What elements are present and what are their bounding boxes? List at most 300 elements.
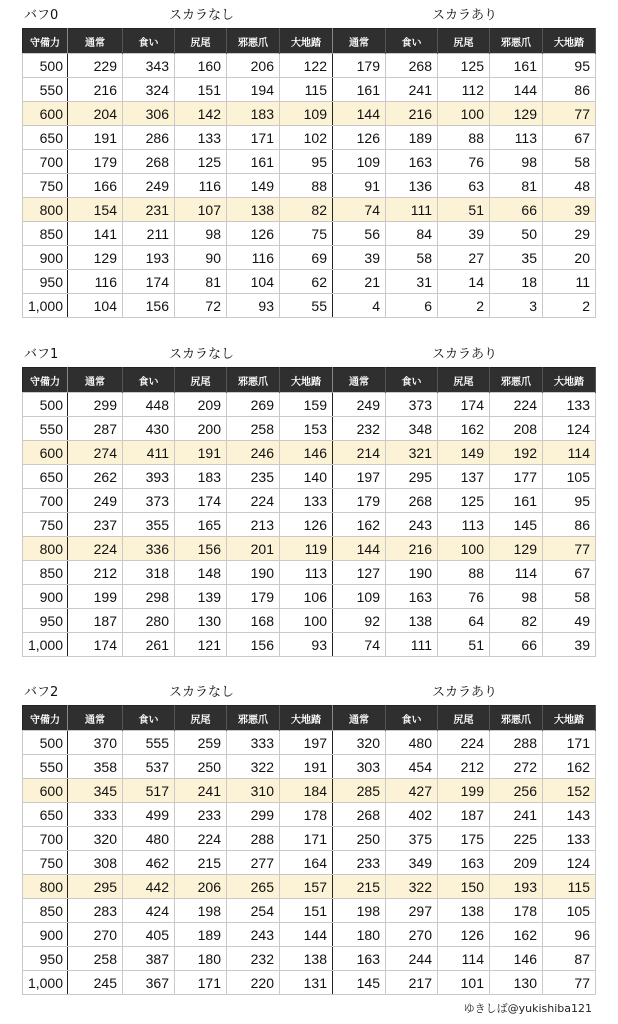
- damage-cell: 113: [438, 513, 490, 537]
- damage-cell: 246: [227, 441, 280, 465]
- table-header-row: [23, 706, 596, 731]
- damage-cell: 345: [68, 779, 123, 803]
- damage-cell: 165: [175, 513, 227, 537]
- table-row: [23, 417, 596, 441]
- defense-cell: 850: [23, 899, 68, 923]
- damage-cell: 215: [333, 875, 386, 899]
- table-row: [23, 150, 596, 174]
- damage-cell: 216: [68, 78, 123, 102]
- with-scala-label: スカラあり: [432, 347, 498, 362]
- damage-cell: 270: [68, 923, 123, 947]
- damage-cell: 143: [543, 803, 596, 827]
- damage-cell: 191: [280, 755, 333, 779]
- damage-cell: 84: [386, 222, 438, 246]
- damage-cell: 82: [280, 198, 333, 222]
- damage-cell: 125: [175, 150, 227, 174]
- damage-cell: 51: [438, 633, 490, 657]
- header-column: 通常: [333, 368, 386, 393]
- damage-cell: 72: [175, 294, 227, 318]
- damage-table: [22, 367, 596, 657]
- damage-cell: 297: [386, 899, 438, 923]
- header-column: 大地踏: [543, 706, 596, 731]
- defense-cell: 750: [23, 174, 68, 198]
- damage-cell: 81: [490, 174, 543, 198]
- table-row: [23, 731, 596, 755]
- damage-cell: 232: [227, 947, 280, 971]
- damage-cell: 163: [386, 150, 438, 174]
- damage-cell: 200: [175, 417, 227, 441]
- damage-cell: 162: [333, 513, 386, 537]
- damage-cell: 160: [175, 54, 227, 78]
- damage-cell: 272: [490, 755, 543, 779]
- damage-cell: 225: [490, 827, 543, 851]
- damage-cell: 29: [543, 222, 596, 246]
- damage-cell: 153: [280, 417, 333, 441]
- damage-cell: 213: [227, 513, 280, 537]
- damage-cell: 175: [438, 827, 490, 851]
- damage-cell: 180: [175, 947, 227, 971]
- damage-cell: 125: [438, 489, 490, 513]
- header-column: 尻尾: [438, 706, 490, 731]
- damage-cell: 161: [490, 54, 543, 78]
- damage-cell: 126: [438, 923, 490, 947]
- damage-cell: 283: [68, 899, 123, 923]
- damage-cell: 411: [123, 441, 175, 465]
- damage-cell: 241: [175, 779, 227, 803]
- header-column: 邪悪爪: [490, 29, 543, 54]
- damage-cell: 220: [227, 971, 280, 995]
- table-row: [23, 899, 596, 923]
- damage-cell: 127: [333, 561, 386, 585]
- damage-cell: 349: [386, 851, 438, 875]
- table-row: [23, 561, 596, 585]
- damage-cell: 229: [68, 54, 123, 78]
- damage-cell: 122: [280, 54, 333, 78]
- header-column: 食い: [123, 368, 175, 393]
- damage-cell: 87: [543, 947, 596, 971]
- damage-cell: 163: [438, 851, 490, 875]
- header-column: 尻尾: [175, 368, 227, 393]
- damage-cell: 27: [438, 246, 490, 270]
- damage-cell: 92: [333, 609, 386, 633]
- damage-cell: 310: [227, 779, 280, 803]
- damage-cell: 318: [123, 561, 175, 585]
- table-row: [23, 537, 596, 561]
- damage-cell: 93: [280, 633, 333, 657]
- damage-cell: 152: [543, 779, 596, 803]
- damage-cell: 537: [123, 755, 175, 779]
- damage-cell: 306: [123, 102, 175, 126]
- damage-cell: 114: [490, 561, 543, 585]
- header-column: 邪悪爪: [227, 706, 280, 731]
- with-scala-label: スカラあり: [432, 8, 498, 23]
- damage-cell: 56: [333, 222, 386, 246]
- damage-cell: 462: [123, 851, 175, 875]
- header-column: 通常: [68, 368, 123, 393]
- damage-cell: 39: [438, 222, 490, 246]
- damage-cell: 129: [490, 102, 543, 126]
- header-column: 食い: [123, 29, 175, 54]
- damage-cell: 206: [227, 54, 280, 78]
- damage-cell: 269: [227, 393, 280, 417]
- damage-cell: 179: [227, 585, 280, 609]
- damage-cell: 214: [333, 441, 386, 465]
- damage-cell: 183: [175, 465, 227, 489]
- damage-cell: 144: [333, 537, 386, 561]
- damage-cell: 2: [438, 294, 490, 318]
- damage-cell: 193: [490, 875, 543, 899]
- damage-cell: 63: [438, 174, 490, 198]
- damage-cell: 93: [227, 294, 280, 318]
- damage-cell: 244: [386, 947, 438, 971]
- damage-cell: 126: [333, 126, 386, 150]
- table-row: [23, 875, 596, 899]
- damage-cell: 162: [438, 417, 490, 441]
- damage-cell: 144: [333, 102, 386, 126]
- damage-cell: 67: [543, 561, 596, 585]
- damage-cell: 6: [386, 294, 438, 318]
- damage-cell: 212: [438, 755, 490, 779]
- damage-cell: 336: [123, 537, 175, 561]
- damage-cell: 261: [123, 633, 175, 657]
- defense-cell: 700: [23, 827, 68, 851]
- damage-cell: 39: [333, 246, 386, 270]
- damage-cell: 194: [227, 78, 280, 102]
- damage-cell: 58: [543, 150, 596, 174]
- damage-cell: 171: [227, 126, 280, 150]
- damage-cell: 90: [175, 246, 227, 270]
- damage-cell: 189: [175, 923, 227, 947]
- damage-cell: 138: [227, 198, 280, 222]
- no-scala-label: スカラなし: [169, 685, 235, 700]
- damage-cell: 114: [438, 947, 490, 971]
- damage-cell: 280: [123, 609, 175, 633]
- damage-cell: 39: [543, 633, 596, 657]
- damage-cell: 69: [280, 246, 333, 270]
- damage-cell: 224: [490, 393, 543, 417]
- damage-table: [22, 28, 596, 318]
- damage-cell: 249: [123, 174, 175, 198]
- damage-cell: 216: [386, 537, 438, 561]
- header-column: 通常: [333, 29, 386, 54]
- damage-cell: 100: [280, 609, 333, 633]
- damage-cell: 149: [438, 441, 490, 465]
- damage-cell: 124: [543, 851, 596, 875]
- damage-cell: 95: [280, 150, 333, 174]
- damage-cell: 67: [543, 126, 596, 150]
- damage-cell: 197: [333, 465, 386, 489]
- table-row: [23, 198, 596, 222]
- damage-cell: 76: [438, 585, 490, 609]
- damage-cell: 18: [490, 270, 543, 294]
- damage-cell: 174: [175, 489, 227, 513]
- defense-cell: 750: [23, 851, 68, 875]
- defense-cell: 800: [23, 198, 68, 222]
- damage-cell: 430: [123, 417, 175, 441]
- table-row: [23, 585, 596, 609]
- damage-cell: 50: [490, 222, 543, 246]
- header-column: 尻尾: [175, 706, 227, 731]
- damage-cell: 245: [68, 971, 123, 995]
- damage-cell: 133: [280, 489, 333, 513]
- damage-cell: 204: [68, 102, 123, 126]
- damage-cell: 179: [333, 489, 386, 513]
- header-column: 大地踏: [280, 706, 333, 731]
- damage-cell: 187: [438, 803, 490, 827]
- damage-cell: 387: [123, 947, 175, 971]
- damage-cell: 322: [386, 875, 438, 899]
- defense-cell: 650: [23, 465, 68, 489]
- damage-cell: 161: [333, 78, 386, 102]
- damage-cell: 367: [123, 971, 175, 995]
- damage-table-block: [22, 4, 595, 318]
- damage-cell: 320: [68, 827, 123, 851]
- defense-cell: 550: [23, 755, 68, 779]
- damage-cell: 179: [68, 150, 123, 174]
- defense-cell: 650: [23, 803, 68, 827]
- damage-cell: 179: [333, 54, 386, 78]
- defense-cell: 550: [23, 78, 68, 102]
- damage-cell: 322: [227, 755, 280, 779]
- damage-cell: 156: [175, 537, 227, 561]
- damage-cell: 370: [68, 731, 123, 755]
- damage-cell: 268: [333, 803, 386, 827]
- damage-cell: 130: [490, 971, 543, 995]
- damage-cell: 133: [175, 126, 227, 150]
- damage-cell: 140: [280, 465, 333, 489]
- header-column: 邪悪爪: [490, 368, 543, 393]
- damage-cell: 119: [280, 537, 333, 561]
- damage-table-block: [22, 681, 595, 995]
- damage-cell: 448: [123, 393, 175, 417]
- damage-cell: 209: [175, 393, 227, 417]
- damage-cell: 215: [175, 851, 227, 875]
- damage-cell: 115: [543, 875, 596, 899]
- damage-cell: 149: [227, 174, 280, 198]
- damage-cell: 199: [438, 779, 490, 803]
- damage-cell: 355: [123, 513, 175, 537]
- damage-cell: 161: [227, 150, 280, 174]
- table-row: [23, 294, 596, 318]
- damage-cell: 241: [386, 78, 438, 102]
- damage-cell: 116: [227, 246, 280, 270]
- header-column: 通常: [68, 29, 123, 54]
- damage-cell: 333: [227, 731, 280, 755]
- damage-cell: 348: [386, 417, 438, 441]
- damage-cell: 64: [438, 609, 490, 633]
- damage-cell: 58: [543, 585, 596, 609]
- damage-cell: 197: [280, 731, 333, 755]
- defense-cell: 950: [23, 270, 68, 294]
- damage-cell: 198: [175, 899, 227, 923]
- damage-cell: 102: [280, 126, 333, 150]
- defense-cell: 700: [23, 489, 68, 513]
- damage-cell: 217: [386, 971, 438, 995]
- damage-cell: 104: [227, 270, 280, 294]
- damage-cell: 212: [68, 561, 123, 585]
- table-row: [23, 513, 596, 537]
- damage-cell: 286: [123, 126, 175, 150]
- damage-cell: 3: [490, 294, 543, 318]
- damage-cell: 295: [386, 465, 438, 489]
- defense-cell: 550: [23, 417, 68, 441]
- table-row: [23, 441, 596, 465]
- damage-cell: 98: [490, 150, 543, 174]
- damage-cell: 111: [386, 198, 438, 222]
- damage-cell: 198: [333, 899, 386, 923]
- defense-cell: 750: [23, 513, 68, 537]
- damage-cell: 285: [333, 779, 386, 803]
- header-column: 食い: [386, 368, 438, 393]
- damage-cell: 308: [68, 851, 123, 875]
- table-row: [23, 923, 596, 947]
- defense-cell: 1,000: [23, 971, 68, 995]
- block-title-row: [22, 681, 595, 705]
- damage-cell: 112: [438, 78, 490, 102]
- damage-cell: 130: [175, 609, 227, 633]
- damage-cell: 254: [227, 899, 280, 923]
- damage-cell: 49: [543, 609, 596, 633]
- damage-cell: 209: [490, 851, 543, 875]
- damage-cell: 150: [438, 875, 490, 899]
- damage-cell: 77: [543, 537, 596, 561]
- damage-cell: 51: [438, 198, 490, 222]
- damage-cell: 402: [386, 803, 438, 827]
- damage-cell: 171: [280, 827, 333, 851]
- damage-cell: 249: [68, 489, 123, 513]
- damage-cell: 180: [333, 923, 386, 947]
- damage-cell: 88: [438, 561, 490, 585]
- damage-cell: 145: [490, 513, 543, 537]
- table-row: [23, 246, 596, 270]
- header-column: 通常: [68, 706, 123, 731]
- damage-cell: 299: [68, 393, 123, 417]
- damage-cell: 258: [68, 947, 123, 971]
- damage-cell: 116: [175, 174, 227, 198]
- damage-cell: 148: [175, 561, 227, 585]
- damage-cell: 66: [490, 198, 543, 222]
- damage-cell: 4: [333, 294, 386, 318]
- with-scala-label: スカラあり: [432, 685, 498, 700]
- damage-cell: 268: [386, 54, 438, 78]
- defense-cell: 800: [23, 537, 68, 561]
- defense-cell: 500: [23, 393, 68, 417]
- damage-cell: 375: [386, 827, 438, 851]
- damage-cell: 233: [175, 803, 227, 827]
- damage-cell: 270: [386, 923, 438, 947]
- table-header-row: [23, 29, 596, 54]
- header-column: 尻尾: [438, 29, 490, 54]
- damage-cell: 480: [123, 827, 175, 851]
- defense-cell: 500: [23, 54, 68, 78]
- defense-cell: 850: [23, 222, 68, 246]
- table-row: [23, 78, 596, 102]
- damage-cell: 216: [386, 102, 438, 126]
- header-defense: 守備力: [23, 29, 68, 54]
- no-scala-label: スカラなし: [169, 347, 235, 362]
- damage-cell: 555: [123, 731, 175, 755]
- header-column: 尻尾: [175, 29, 227, 54]
- table-row: [23, 633, 596, 657]
- damage-cell: 98: [175, 222, 227, 246]
- defense-cell: 700: [23, 150, 68, 174]
- header-column: 食い: [123, 706, 175, 731]
- damage-cell: 106: [280, 585, 333, 609]
- damage-cell: 166: [68, 174, 123, 198]
- damage-cell: 74: [333, 633, 386, 657]
- damage-cell: 100: [438, 537, 490, 561]
- damage-cell: 109: [280, 102, 333, 126]
- damage-cell: 265: [227, 875, 280, 899]
- table-row: [23, 102, 596, 126]
- damage-cell: 95: [543, 489, 596, 513]
- damage-cell: 211: [123, 222, 175, 246]
- damage-cell: 258: [227, 417, 280, 441]
- damage-cell: 295: [68, 875, 123, 899]
- damage-cell: 66: [490, 633, 543, 657]
- header-column: 大地踏: [280, 29, 333, 54]
- damage-cell: 76: [438, 150, 490, 174]
- buff-level-label: バフ2: [24, 685, 59, 700]
- defense-cell: 600: [23, 441, 68, 465]
- damage-cell: 162: [543, 755, 596, 779]
- damage-cell: 125: [438, 54, 490, 78]
- defense-cell: 600: [23, 102, 68, 126]
- damage-cell: 288: [227, 827, 280, 851]
- damage-cell: 288: [490, 731, 543, 755]
- damage-cell: 183: [227, 102, 280, 126]
- damage-cell: 91: [333, 174, 386, 198]
- table-row: [23, 755, 596, 779]
- damage-cell: 243: [386, 513, 438, 537]
- damage-cell: 190: [386, 561, 438, 585]
- damage-cell: 191: [68, 126, 123, 150]
- damage-cell: 174: [68, 633, 123, 657]
- damage-cell: 427: [386, 779, 438, 803]
- damage-cell: 113: [490, 126, 543, 150]
- damage-cell: 208: [490, 417, 543, 441]
- damage-cell: 100: [438, 102, 490, 126]
- defense-cell: 900: [23, 585, 68, 609]
- damage-cell: 243: [227, 923, 280, 947]
- damage-cell: 256: [490, 779, 543, 803]
- damage-cell: 113: [280, 561, 333, 585]
- header-column: 邪悪爪: [227, 29, 280, 54]
- buff-level-label: バフ1: [24, 347, 59, 362]
- damage-cell: 174: [438, 393, 490, 417]
- damage-cell: 116: [68, 270, 123, 294]
- damage-cell: 224: [438, 731, 490, 755]
- header-column: 食い: [386, 706, 438, 731]
- damage-cell: 192: [490, 441, 543, 465]
- defense-cell: 650: [23, 126, 68, 150]
- damage-cell: 81: [175, 270, 227, 294]
- damage-cell: 86: [543, 78, 596, 102]
- damage-cell: 35: [490, 246, 543, 270]
- header-column: 通常: [333, 706, 386, 731]
- damage-cell: 424: [123, 899, 175, 923]
- damage-cell: 250: [333, 827, 386, 851]
- damage-cell: 343: [123, 54, 175, 78]
- damage-cell: 191: [175, 441, 227, 465]
- damage-cell: 88: [438, 126, 490, 150]
- damage-table-block: [22, 343, 595, 657]
- damage-cell: 454: [386, 755, 438, 779]
- damage-cell: 101: [438, 971, 490, 995]
- damage-cell: 98: [490, 585, 543, 609]
- damage-cell: 138: [280, 947, 333, 971]
- defense-cell: 1,000: [23, 294, 68, 318]
